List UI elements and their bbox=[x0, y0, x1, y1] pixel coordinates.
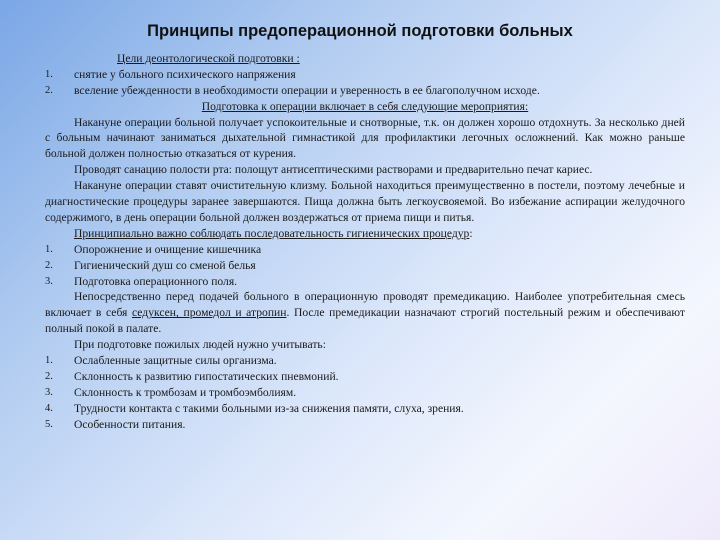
hygiene-item bbox=[45, 274, 685, 290]
elderly-item bbox=[45, 401, 685, 417]
elderly-item bbox=[45, 385, 685, 401]
elderly-item bbox=[45, 369, 685, 385]
elderly-number: 3. bbox=[45, 386, 53, 398]
goal-number: 1. bbox=[45, 68, 53, 80]
elderly-number: 1. bbox=[45, 355, 53, 367]
elderly-number: 2. bbox=[45, 370, 53, 382]
goal-number: 2. bbox=[45, 84, 53, 96]
elderly-text: Ослабленные защитные силы организма. bbox=[74, 354, 277, 368]
hygiene-heading-colon: : bbox=[469, 226, 473, 240]
elderly-number: 4. bbox=[45, 402, 53, 414]
elderly-text: Склонность к развитию гипостатических пневмоний. bbox=[74, 369, 339, 383]
hygiene-number: 2. bbox=[45, 259, 53, 271]
paragraph-premedication bbox=[45, 289, 685, 337]
hygiene-text: Подготовка операционного поля. bbox=[74, 274, 238, 288]
elderly-text: Особенности питания. bbox=[74, 417, 186, 431]
elderly-item bbox=[45, 417, 685, 433]
paragraph-sedatives: Накануне операции больной получает успокоительные и снотворные, т.к. он должен хорошо отдохнуть. За несколько дней с больным начинают заниматься дыхательной гимнастикой для профилактики легочных осложнений. Как можно раньше больной должен полностью отказаться от курения. bbox=[45, 115, 685, 161]
hygiene-item bbox=[45, 258, 685, 274]
hygiene-text: Гигиенический душ со сменой белья bbox=[74, 258, 256, 272]
slide-body bbox=[45, 51, 685, 433]
elderly-heading: При подготовке пожилых людей нужно учитывать: bbox=[74, 338, 326, 352]
slide-title: Принципы предоперационной подготовки больных bbox=[147, 22, 573, 40]
elderly-text: Трудности контакта с такими больными из-за снижения памяти, слуха, зрения. bbox=[74, 401, 464, 415]
hygiene-item bbox=[45, 242, 685, 258]
goal-item bbox=[45, 83, 685, 99]
goal-item bbox=[45, 67, 685, 83]
elderly-text: Склонность к тромбозам и тромбоэмболиям. bbox=[74, 385, 297, 399]
hygiene-number: 1. bbox=[45, 243, 53, 255]
goals-heading: Цели деонтологической подготовки : bbox=[117, 52, 300, 65]
goal-text: снятие у больного психического напряжения bbox=[74, 67, 296, 81]
elderly-number: 5. bbox=[45, 418, 53, 430]
goal-text: вселение убежденности в необходимости операции и уверенность в ее благополучном исходе. bbox=[74, 83, 540, 97]
premedication-text-end: . После премедикации назначают строгий постельный режим и обеспечивают полный покой в палате. bbox=[45, 306, 685, 336]
hygiene-text: Опорожнение и очищение кишечника bbox=[74, 242, 262, 256]
prep-heading: Подготовка к операции включает в себя следующие мероприятия: bbox=[201, 99, 529, 113]
premedication-text-start: Непосредственно перед подачей больного в операционную проводят премедикацию. Наиболее употребительная смесь включает в себя bbox=[45, 290, 685, 320]
paragraph-enema: Накануне операции ставят очистительную клизму. Больной находиться преимущественно в постели, поэтому лечебные и диагностические процедуры заранее завершаются. Пища должна быть легкоусвояемой. Во избежание аспирации желудочного содержимого, в день операции больной должен воздержаться от приема пищи и питья. bbox=[45, 179, 685, 224]
hygiene-heading: Принципиально важно соблюдать последовательность гигиенических процедур bbox=[74, 226, 470, 240]
hygiene-number: 3. bbox=[45, 275, 53, 287]
paragraph-oral-sanitation: Проводят санацию полости рта: полощут антисептическими растворами и предварительно печат кариес. bbox=[74, 163, 593, 177]
premedication-drugs: седуксен, промедол и атропин bbox=[132, 306, 287, 320]
hygiene-heading-line bbox=[45, 226, 685, 242]
elderly-item bbox=[45, 353, 685, 369]
